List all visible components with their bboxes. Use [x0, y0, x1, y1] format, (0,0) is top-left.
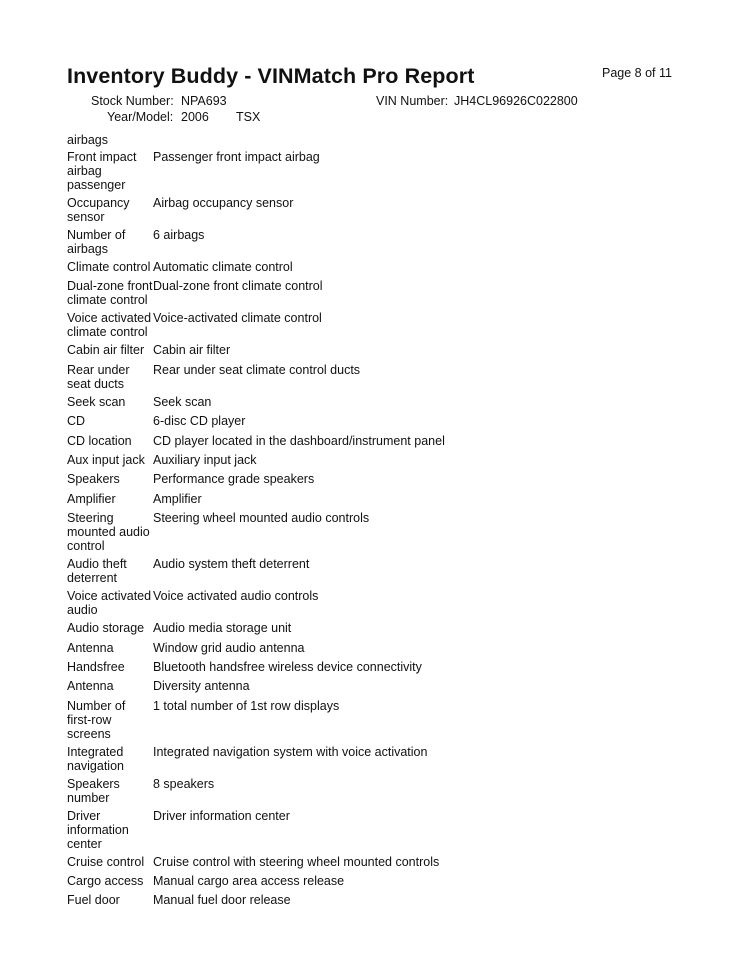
- feature-value: Dual-zone front climate control: [153, 279, 323, 294]
- feature-name: Voice activated climate control: [67, 311, 152, 340]
- feature-value: Seek scan: [153, 394, 212, 409]
- feature-row: [67, 196, 687, 224]
- section-title: airbags: [67, 133, 108, 147]
- feature-row: [67, 472, 687, 486]
- year-value: 2006: [181, 110, 209, 124]
- feature-row: [67, 679, 687, 693]
- feature-name: Dual-zone front climate control: [67, 279, 153, 308]
- feature-value: Rear under seat climate control ducts: [153, 362, 361, 377]
- feature-name: Climate control: [67, 260, 151, 274]
- feature-value: Airbag occupancy sensor: [153, 196, 294, 210]
- report-title: Inventory Buddy - VINMatch Pro Report: [67, 64, 475, 88]
- feature-row: [67, 343, 687, 357]
- feature-value: Audio media storage unit: [153, 621, 292, 636]
- feature-value: Audio system theft deterrent: [153, 557, 310, 572]
- feature-name: Fuel door: [67, 893, 120, 908]
- vin-number-value: JH4CL96926C022800: [454, 94, 578, 108]
- feature-value: 8 speakers: [153, 776, 215, 791]
- feature-value: Window grid audio antenna: [153, 640, 305, 655]
- feature-row: [67, 311, 687, 339]
- feature-value: Amplifier: [153, 491, 202, 506]
- feature-row: [67, 855, 687, 869]
- feature-row: [67, 395, 687, 409]
- feature-name: CD: [67, 414, 86, 429]
- feature-row: [67, 893, 687, 907]
- feature-row: [67, 660, 687, 674]
- feature-row: [67, 260, 687, 274]
- feature-row: [67, 557, 687, 585]
- model-value: TSX: [236, 110, 261, 124]
- stock-number-label: Stock Number:: [91, 94, 174, 108]
- feature-value: Driver information center: [153, 808, 290, 823]
- feature-value: Integrated navigation system with voice activation: [153, 744, 428, 759]
- feature-value: Diversity antenna: [153, 679, 250, 694]
- feature-row: [67, 492, 687, 506]
- feature-value: 1 total number of 1st row displays: [153, 698, 340, 713]
- feature-row: [67, 363, 687, 391]
- feature-row: [67, 874, 687, 888]
- feature-value: Cabin air filter: [153, 343, 231, 358]
- feature-value: 6 airbags: [153, 228, 205, 242]
- feature-value: Passenger front impact airbag: [153, 150, 320, 164]
- feature-row: [67, 589, 687, 617]
- feature-value: Automatic climate control: [153, 260, 293, 274]
- feature-value: Steering wheel mounted audio controls: [153, 511, 370, 526]
- feature-value: Manual cargo area access release: [153, 874, 345, 889]
- feature-value: Voice activated audio controls: [153, 589, 319, 604]
- feature-name: Speakers number: [67, 776, 120, 805]
- feature-value: Manual fuel door release: [153, 893, 291, 908]
- feature-name: Cruise control: [67, 854, 145, 869]
- feature-name: Driver information center: [67, 808, 129, 851]
- feature-name: Speakers: [67, 472, 120, 487]
- feature-name: Audio storage: [67, 621, 145, 636]
- feature-row: [67, 621, 687, 635]
- feature-value: CD player located in the dashboard/instrument panel: [153, 433, 445, 448]
- feature-row: [67, 414, 687, 428]
- feature-row: [67, 777, 687, 805]
- feature-value: Bluetooth handsfree wireless device connectivity: [153, 659, 422, 674]
- feature-name: Rear under seat ducts: [67, 362, 130, 391]
- feature-row: [67, 809, 687, 851]
- feature-row: [67, 699, 687, 741]
- feature-row: [67, 434, 687, 448]
- feature-name: Audio theft deterrent: [67, 557, 127, 586]
- feature-name: Handsfree: [67, 659, 125, 674]
- feature-value: Performance grade speakers: [153, 472, 315, 487]
- feature-value: Cruise control with steering wheel mounted controls: [153, 854, 440, 869]
- feature-row: [67, 150, 687, 192]
- feature-name: Seek scan: [67, 394, 126, 409]
- feature-name: Occupancy sensor: [67, 196, 130, 224]
- feature-name: CD location: [67, 433, 132, 448]
- feature-name: Steering mounted audio control: [67, 511, 150, 554]
- feature-name: Aux input jack: [67, 452, 145, 467]
- feature-name: Number of airbags: [67, 228, 126, 256]
- feature-row: [67, 511, 687, 553]
- feature-name: Antenna: [67, 679, 114, 694]
- feature-row: [67, 641, 687, 655]
- feature-value: Auxiliary input jack: [153, 452, 257, 467]
- feature-row: [67, 228, 687, 256]
- feature-name: Number of first-row screens: [67, 698, 126, 741]
- feature-value: Voice-activated climate control: [153, 311, 322, 326]
- feature-name: Amplifier: [67, 491, 116, 506]
- feature-name: Antenna: [67, 640, 114, 655]
- stock-number-value: NPA693: [181, 94, 227, 108]
- feature-name: Cabin air filter: [67, 343, 145, 358]
- feature-row: [67, 745, 687, 773]
- year-model-label: Year/Model:: [107, 110, 174, 124]
- page-indicator: Page 8 of 11: [602, 66, 672, 80]
- feature-row: [67, 453, 687, 467]
- feature-list: [67, 150, 687, 913]
- feature-value: 6-disc CD player: [153, 414, 246, 429]
- feature-name: Integrated navigation: [67, 744, 124, 773]
- feature-name: Cargo access: [67, 874, 144, 889]
- feature-name: Voice activated audio: [67, 589, 152, 618]
- feature-row: [67, 279, 687, 307]
- feature-name: Front impact airbag passenger: [67, 150, 137, 192]
- vin-number-label: VIN Number:: [376, 94, 449, 108]
